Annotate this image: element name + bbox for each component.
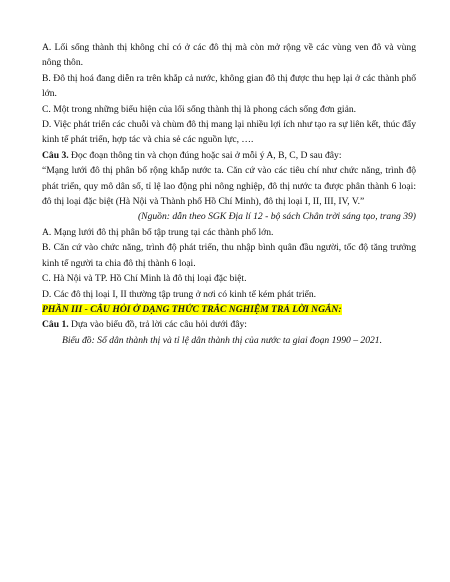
question-3: [42, 148, 416, 163]
option-c-statement: C. Một trong những biểu hiện của lối sống thành thị là phong cách sống đơn giản.: [42, 103, 357, 115]
question-1-text: Dựa vào biểu đồ, trả lời các câu hỏi dưới đây:: [68, 319, 247, 331]
option-b-question-3: B. Căn cứ vào chức năng, trình độ phát triển, thu nhập bình quân đầu người, tốc độ tăng trưởng kinh tế người ta chia đô thị thành 6 loại.: [42, 242, 416, 269]
question-3-label: Câu 3.: [42, 149, 69, 161]
option-c-question-3: C. Hà Nội và TP. Hồ Chí Minh là đô thị loại đặc biệt.: [42, 273, 247, 285]
option-a-statement: A. Lối sống thành thị không chỉ có ở các đô thị mà còn mở rộng về các vùng ven đô và vùng nông thôn.: [42, 42, 416, 69]
chart-caption: Biểu đồ: Số dân thành thị và tỉ lệ dân thành thị của nước ta giai đoạn 1990 – 2021.: [62, 334, 382, 346]
option-b-statement: B. Đô thị hoá đang diễn ra trên khắp cả nước, không gian đô thị được thu hẹp lại ở các thành phố lớn.: [42, 72, 416, 100]
part-3-heading-text: PHẦN III - CÂU HỎI Ở DẠNG THỨC TRẮC NGHIỆM TRẢ LỜI NGẮN:: [42, 303, 342, 315]
source-citation: (Nguồn: dẫn theo SGK Địa lí 12 - bộ sách Chân trời sáng tạo, trang 39): [137, 211, 416, 223]
option-d-statement: D. Việc phát triển các chuỗi và chùm đô thị mang lại nhiều lợi ích như tạo ra sự liên kết, thúc đẩy kinh tế phát triển, hợp tác và chia sẻ các nguồn lực, ….: [42, 119, 416, 146]
option-d-question-3: D. Các đô thị loại I, II thường tập trung ở nơi có kinh tế kém phát triển.: [42, 288, 317, 300]
option-a-question-3: A. Mạng lưới đô thị phân bố tập trung tại các thành phố lớn.: [42, 226, 274, 238]
question-1: [42, 317, 416, 332]
question-3-text: Đọc đoạn thông tin và chọn đúng hoặc sai ở mỗi ý A, B, C, D sau đây:: [68, 149, 342, 161]
question-1-label: Câu 1.: [42, 319, 69, 331]
quoted-passage: “Mạng lưới đô thị phân bố rộng khắp nước ta. Căn cứ vào các tiêu chí như chức năng, trình độ phát triển, quy mô dân số, tỉ lệ lao động phi nông nghiệp, đô thị nước ta được phân thành 6 loại: đô thị loại đặc biệt (Hà Nội và Thành phố Hồ Chí Minh), đô thị loại I, II, III, IV, V.”: [42, 165, 416, 208]
part-3-heading: [42, 302, 416, 317]
